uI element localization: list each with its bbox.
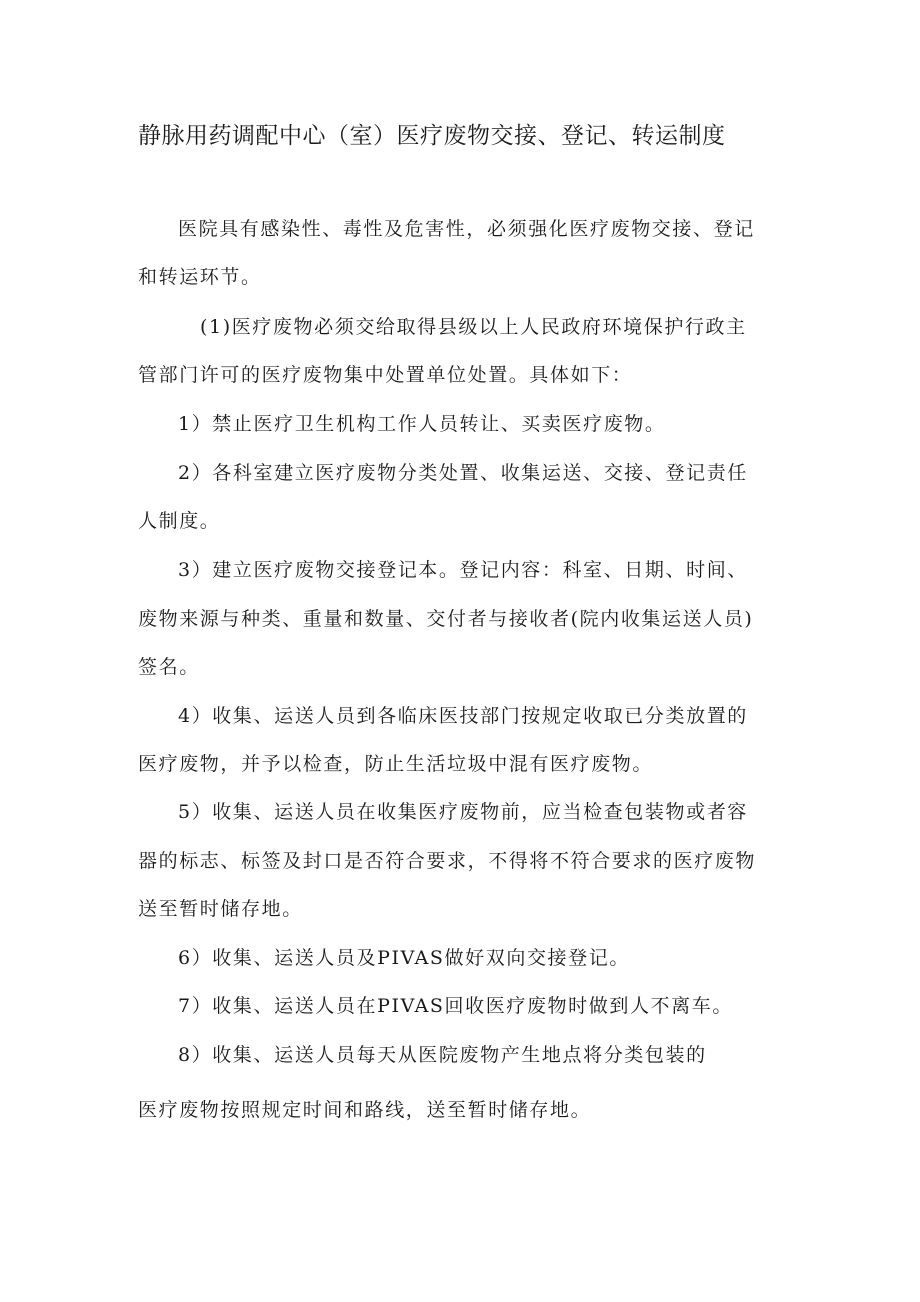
item-6-line-1: 6）收集、运送人员及PIVAS做好双向交接登记。 [178, 947, 630, 969]
item-2-line-2: 人制度。 [138, 510, 221, 532]
item-8-line-2: 医疗废物按照规定时间和路线，送至暂时储存地。 [138, 1099, 592, 1121]
item-5-line-1: 5）收集、运送人员在收集医疗废物前，应当检查包装物或者容 [178, 801, 748, 823]
section-1-line-1: (1)医疗废物必须交给取得县级以上人民政府环境保护行政主 [200, 316, 747, 338]
item-3-line-1: 3）建立医疗废物交接登记本。登记内容：科室、日期、时间、 [178, 559, 748, 581]
section-1-line-2: 管部门许可的医疗废物集中处置单位处置。具体如下： [138, 364, 633, 386]
item-5-line-2: 器的标志、标签及封口是否符合要求，不得将不符合要求的医疗废物 [138, 850, 757, 872]
item-2-line-1: 2）各科室建立医疗废物分类处置、收集运送、交接、登记责任 [178, 462, 748, 484]
intro-line-2: 和转运环节。 [138, 266, 262, 288]
item-7-line-1: 7）收集、运送人员在PIVAS回收医疗废物时做到人不离车。 [178, 995, 733, 1017]
intro-line-1: 医院具有感染性、毒性及危害性，必须强化医疗废物交接、登记 [178, 218, 755, 240]
item-3-line-2: 废物来源与种类、重量和数量、交付者与接收者(院内收集运送人员) [138, 608, 754, 630]
item-4-line-1: 4）收集、运送人员到各临床医技部门按规定收取已分类放置的 [178, 705, 748, 727]
item-4-line-2: 医疗废物，并予以检查，防止生活垃圾中混有医疗废物。 [138, 753, 654, 775]
item-5-line-3: 送至暂时储存地。 [138, 898, 303, 920]
item-1-line-1: 1）禁止医疗卫生机构工作人员转让、买卖医疗废物。 [178, 413, 666, 435]
item-8-line-1: 8）收集、运送人员每天从医院废物产生地点将分类包装的 [178, 1044, 707, 1066]
item-3-line-3: 签名。 [138, 656, 200, 678]
document-title: 静脉用药调配中心（室）医疗废物交接、登记、转运制度 [138, 123, 726, 149]
